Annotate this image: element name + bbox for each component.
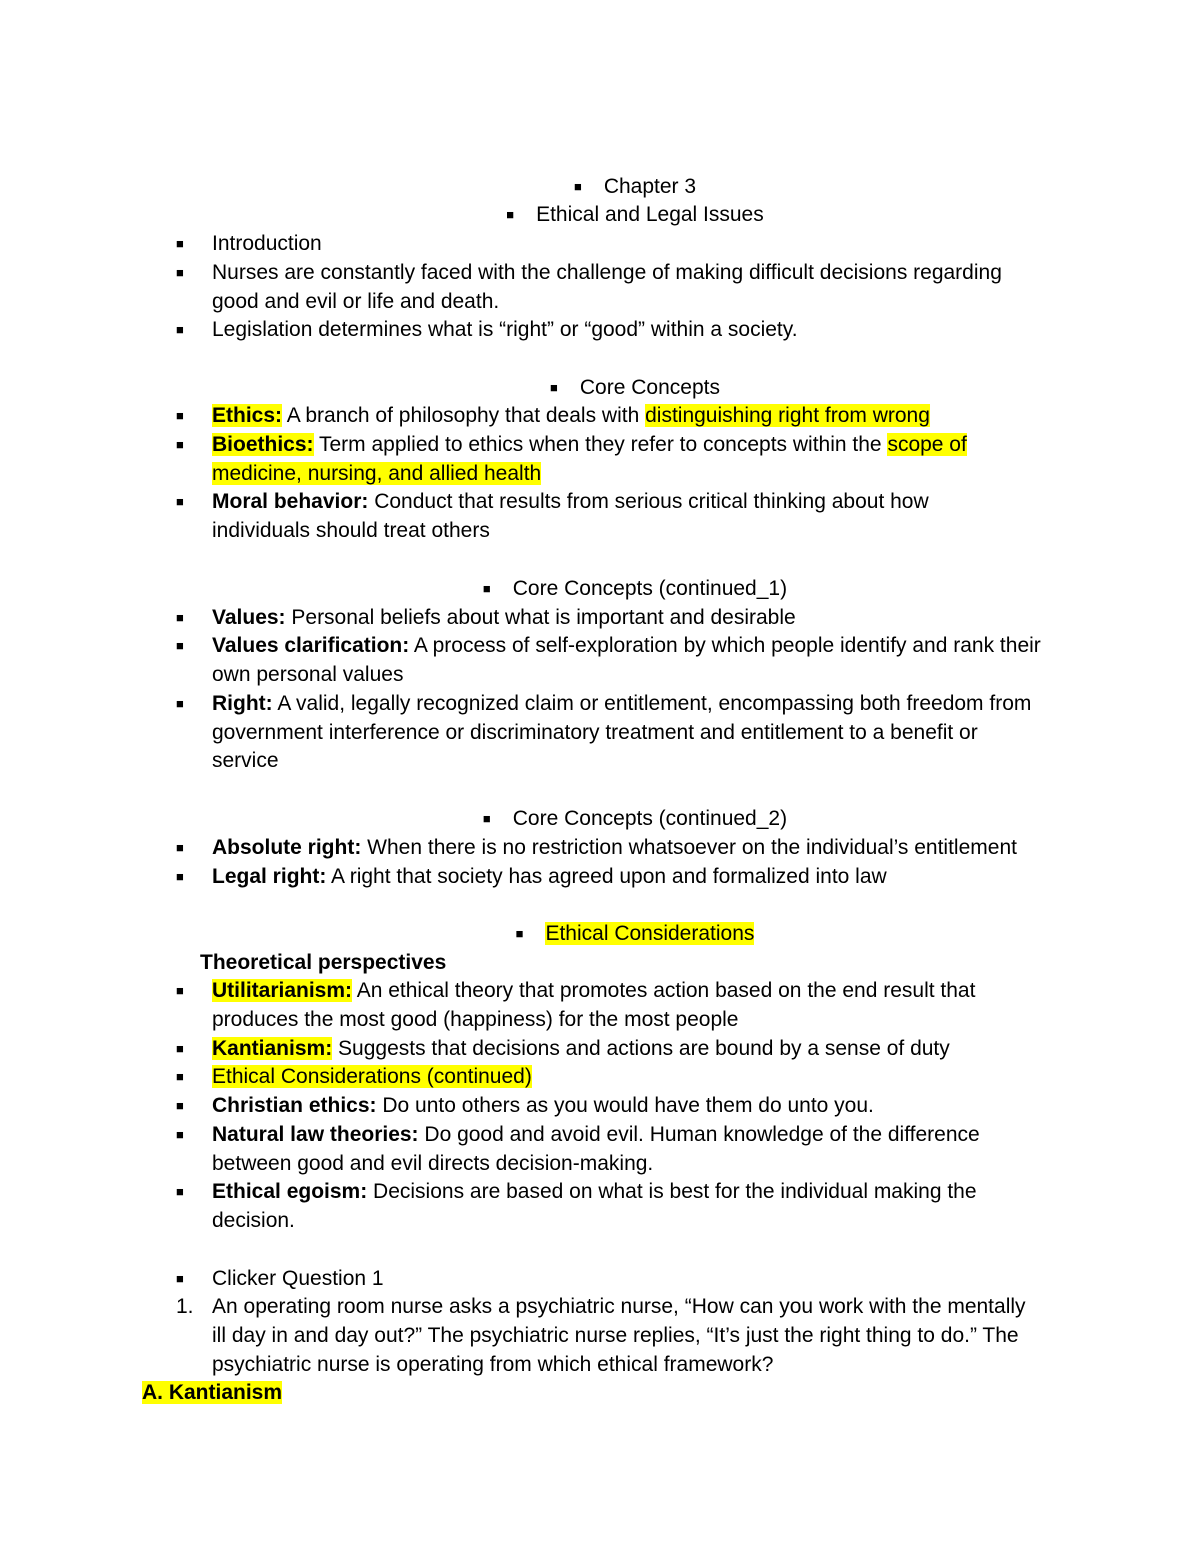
- square-bullet-icon: ■: [176, 1098, 184, 1113]
- natural-law-cont: between good and evil directs decision-making.: [212, 1152, 654, 1175]
- square-bullet-icon: ■: [176, 265, 184, 280]
- square-bullet-icon: ■: [482, 581, 491, 596]
- ethical-egoism-item: [212, 1177, 977, 1206]
- natural-law-def: Do good and avoid evil. Human knowledge of the difference: [418, 1123, 980, 1146]
- square-bullet-icon: ■: [176, 840, 184, 855]
- ethical-egoism-term: Ethical egoism:: [212, 1180, 368, 1203]
- intro-label: Introduction: [212, 232, 322, 255]
- values-item: [212, 603, 796, 632]
- right-def: A valid, legally recognized claim or entitlement, encompassing both freedom from: [272, 692, 1032, 715]
- square-bullet-icon: ■: [176, 437, 184, 452]
- document-title: Ethical and Legal Issues: [536, 203, 764, 226]
- bioethics-item: [212, 430, 967, 459]
- core1-heading-line: [0, 574, 1200, 603]
- square-bullet-icon: ■: [515, 926, 524, 941]
- ethics-term: Ethics:: [212, 404, 283, 427]
- core1-heading: Core Concepts (continued_1): [512, 577, 788, 600]
- square-bullet-icon: ■: [176, 494, 184, 509]
- utilitarianism-term: Utilitarianism:: [212, 979, 353, 1002]
- legal-right-term: Legal right:: [212, 865, 327, 888]
- ethics-def: A branch of philosophy that deals with: [282, 404, 646, 427]
- square-bullet-icon: ■: [176, 408, 184, 423]
- bioethics-term: Bioethics:: [212, 433, 314, 456]
- intro-item-1-cont: good and evil or life and death.: [212, 290, 500, 313]
- bioethics-item-cont: [212, 459, 541, 488]
- absolute-right-def: When there is no restriction whatsoever on the individual’s entitlement: [361, 836, 1017, 859]
- question-line-3: psychiatric nurse is operating from which ethical framework?: [212, 1353, 774, 1376]
- intro-item-2: Legislation determines what is “right” or “good” within a society.: [212, 318, 798, 341]
- ethics-item: [212, 401, 930, 430]
- core2-heading-line: [0, 804, 1200, 833]
- right-cont-1: government interference or discriminatory treatment and entitlement to a benefit or: [212, 721, 978, 744]
- theoretical-perspectives-label: Theoretical perspectives: [200, 951, 447, 974]
- absolute-right-term: Absolute right:: [212, 836, 362, 859]
- square-bullet-icon: ■: [176, 1069, 184, 1084]
- square-bullet-icon: ■: [176, 1271, 184, 1286]
- right-item: [212, 689, 1031, 718]
- right-cont-2: service: [212, 749, 279, 772]
- square-bullet-icon: ■: [176, 236, 184, 251]
- ethical-heading-line: [0, 919, 1200, 948]
- utilitarianism-item: [212, 976, 975, 1005]
- answer-line: [142, 1378, 282, 1407]
- square-bullet-icon: ■: [176, 322, 184, 337]
- legal-right-def: A right that society has agreed upon and formalized into law: [326, 865, 887, 888]
- title-line: [0, 200, 1200, 229]
- christian-ethics-item: [212, 1091, 874, 1120]
- bioethics-highlight-1: scope of: [887, 433, 967, 456]
- christian-ethics-def: Do unto others as you would have them do unto you.: [376, 1094, 874, 1117]
- values-clarification-cont: own personal values: [212, 663, 404, 686]
- values-def: Personal beliefs about what is important and desirable: [285, 606, 796, 629]
- core-heading-line: [0, 373, 1200, 402]
- square-bullet-icon: ■: [176, 869, 184, 884]
- answer: A. Kantianism: [142, 1381, 283, 1404]
- core-heading: Core Concepts: [579, 376, 720, 399]
- clicker-heading: Clicker Question 1: [212, 1267, 384, 1290]
- ethical-continued-item: [212, 1062, 532, 1091]
- question-line-1: An operating room nurse asks a psychiatric nurse, “How can you work with the mentally: [212, 1295, 1026, 1318]
- chapter-label: Chapter 3: [603, 175, 697, 198]
- square-bullet-icon: ■: [176, 696, 184, 711]
- question-number: 1.: [176, 1295, 194, 1318]
- square-bullet-icon: ■: [176, 1041, 184, 1056]
- ethical-egoism-def: Decisions are based on what is best for the individual making the: [367, 1180, 977, 1203]
- kantianism-item: [212, 1034, 950, 1063]
- values-clarification-def: A process of self-exploration by which people identify and rank their: [409, 634, 1041, 657]
- values-clarification-item: [212, 631, 1041, 660]
- kantianism-def: Suggests that decisions and actions are bound by a sense of duty: [332, 1037, 950, 1060]
- square-bullet-icon: ■: [176, 638, 184, 653]
- moral-def: Conduct that results from serious critical thinking about how: [368, 490, 929, 513]
- square-bullet-icon: ■: [176, 1184, 184, 1199]
- theoretical-perspectives: [200, 948, 446, 977]
- ethics-highlight: distinguishing right from wrong: [645, 404, 930, 427]
- ethical-egoism-cont: decision.: [212, 1209, 295, 1232]
- square-bullet-icon: ■: [550, 380, 558, 395]
- square-bullet-icon: ■: [573, 179, 582, 194]
- moral-item: [212, 487, 929, 516]
- legal-right-item: [212, 862, 887, 891]
- natural-law-item: [212, 1120, 980, 1149]
- core2-heading: Core Concepts (continued_2): [512, 807, 788, 830]
- christian-ethics-term: Christian ethics:: [212, 1094, 377, 1117]
- square-bullet-icon: ■: [176, 983, 184, 998]
- chapter-line: [0, 172, 1200, 201]
- right-term: Right:: [212, 692, 273, 715]
- values-term: Values:: [212, 606, 286, 629]
- values-clarification-term: Values clarification:: [212, 634, 410, 657]
- ethical-heading: Ethical Considerations: [545, 922, 755, 945]
- moral-term: Moral behavior:: [212, 490, 369, 513]
- moral-item-cont: individuals should treat others: [212, 519, 490, 542]
- intro-item-1: Nurses are constantly faced with the challenge of making difficult decisions regarding: [212, 261, 1002, 284]
- bioethics-highlight-2: medicine, nursing, and allied health: [212, 462, 542, 485]
- ethical-continued: Ethical Considerations (continued): [212, 1065, 532, 1088]
- bioethics-def: Term applied to ethics when they refer to concepts within the: [313, 433, 888, 456]
- square-bullet-icon: ■: [176, 610, 184, 625]
- square-bullet-icon: ■: [176, 1127, 184, 1142]
- square-bullet-icon: ■: [506, 207, 515, 222]
- question-line-2: ill day in and day out?” The psychiatric nurse replies, “It’s just the right thing to do.” The: [212, 1324, 1019, 1347]
- natural-law-term: Natural law theories:: [212, 1123, 419, 1146]
- kantianism-term: Kantianism:: [212, 1037, 333, 1060]
- square-bullet-icon: ■: [482, 811, 491, 826]
- absolute-right-item: [212, 833, 1017, 862]
- utilitarianism-cont: produces the most good (happiness) for the most people: [212, 1008, 739, 1031]
- utilitarianism-def: An ethical theory that promotes action based on the end result that: [352, 979, 976, 1002]
